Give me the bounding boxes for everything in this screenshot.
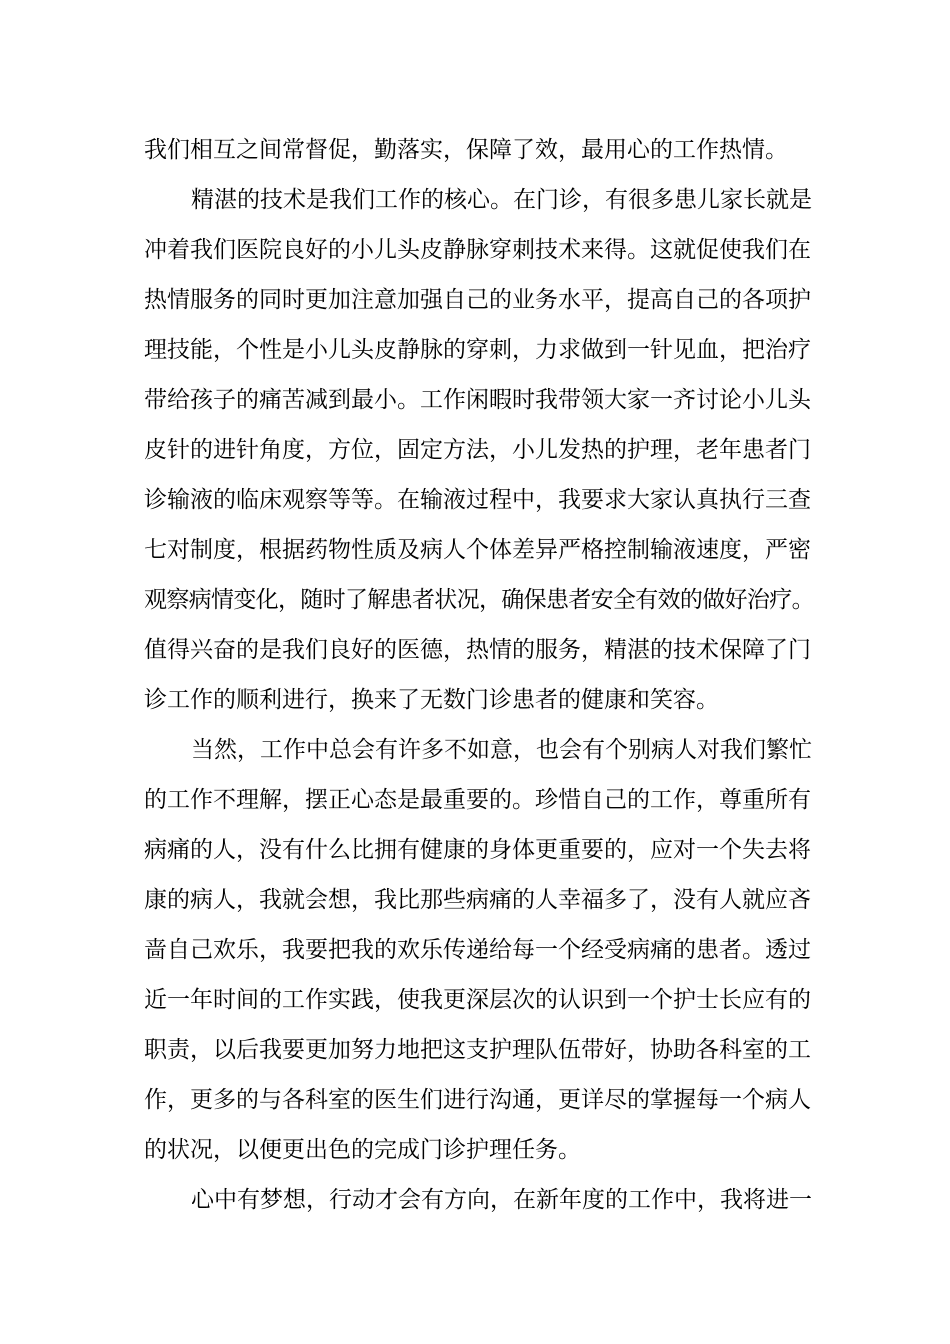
paragraph-start-line: 心中有梦想，行动才会有方向，在新年度的工作中，我将进一 [191, 1187, 812, 1213]
text-line-6: 带给孩子的痛苦减到最小。工作闲暇时我带领大家一齐讨论小儿头 [144, 387, 811, 413]
text-line-4: 热情服务的同时更加注意加强自己的业务水平，提高自己的各项护 [144, 287, 811, 313]
text-line-17: 啬自己欢乐，我要把我的欢乐传递给每一个经受病痛的患者。透过 [144, 937, 811, 963]
paragraph-start-line: 当然，工作中总会有许多不如意，也会有个别病人对我们繁忙 [191, 737, 812, 763]
text-line-12: 诊工作的顺利进行，换来了无数门诊患者的健康和笑容。 [144, 687, 719, 713]
text-line-9: 七对制度，根据药物性质及病人个体差异严格控制输液速度，严密 [144, 537, 811, 563]
text-line-14: 的工作不理解，摆正心态是最重要的。珍惜自己的工作，尊重所有 [144, 787, 811, 813]
paragraph-start-line: 精湛的技术是我们工作的核心。在门诊，有很多患儿家长就是 [191, 187, 812, 213]
text-line-20: 作，更多的与各科室的医生们进行沟通，更详尽的掌握每一个病人 [144, 1087, 811, 1113]
text-line-18: 近一年时间的工作实践，使我更深层次的认识到一个护士长应有的 [144, 987, 811, 1013]
text-line-8: 诊输液的临床观察等等。在输液过程中，我要求大家认真执行三查 [144, 487, 811, 513]
text-line-19: 职责，以后我要更加努力地把这支护理队伍带好，协助各科室的工 [144, 1037, 811, 1063]
text-line-21: 的状况，以便更出色的完成门诊护理任务。 [144, 1137, 581, 1163]
text-line-3: 冲着我们医院良好的小儿头皮静脉穿刺技术来得。这就促使我们在 [144, 237, 811, 263]
text-line-11: 值得兴奋的是我们良好的医德，热情的服务，精湛的技术保障了门 [144, 637, 811, 663]
text-line-15: 病痛的人，没有什么比拥有健康的身体更重要的，应对一个失去将 [144, 837, 811, 863]
text-line-1: 我们相互之间常督促，勤落实，保障了效，最用心的工作热情。 [144, 137, 788, 163]
text-line-5: 理技能，个性是小儿头皮静脉的穿刺，力求做到一针见血，把治疗 [144, 337, 811, 363]
text-line-10: 观察病情变化，随时了解患者状况，确保患者安全有效的做好治疗。 [144, 587, 814, 613]
text-line-7: 皮针的进针角度，方位，固定方法，小儿发热的护理，老年患者门 [144, 437, 811, 463]
text-line-16: 康的病人，我就会想，我比那些病痛的人幸福多了，没有人就应吝 [144, 887, 811, 913]
